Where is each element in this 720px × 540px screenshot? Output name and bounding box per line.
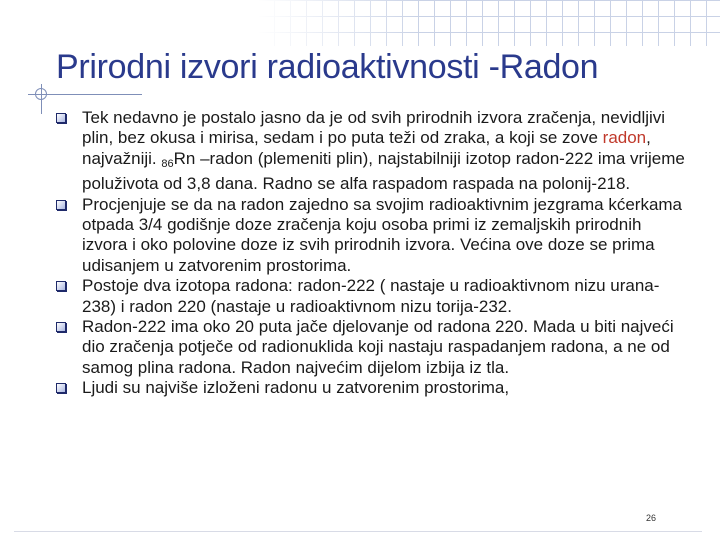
bullet-3-text: Postoje dva izotopa radona: radon-222 ( nastaje u radioaktivnom nizu urana-238) i radon 220 (nastaje u radioaktivnom nizu torija-232. [82, 276, 660, 316]
isotope-number: 86 [161, 157, 174, 170]
bullet-icon [56, 383, 66, 393]
bullet-icon [56, 113, 66, 123]
bullet-item-1 [56, 108, 686, 195]
radon-highlight: radon [602, 128, 647, 148]
bullet-list [56, 108, 686, 399]
bullet-item-2 [56, 195, 686, 277]
bullet-5-text: Ljudi su najviše izloženi radonu u zatvorenim prostorima, [82, 378, 510, 398]
bullet-item-5 [56, 378, 686, 398]
bullet-icon [56, 200, 66, 210]
page-number: 26 [646, 513, 657, 523]
bullet-item-4 [56, 317, 686, 378]
bullet-1-middle: , najvažniji. [82, 128, 651, 168]
slide-title: Prirodni izvori radioaktivnosti -Radon [56, 48, 599, 86]
bullet-1-text: Tek nedavno je postalo jasno da je od svih prirodnih izvora zračenja, nevidljivi plin, bez okusa i mirisa, sedam i po puta teži od zraka, a koji se zove [82, 108, 666, 148]
bullet-item-3 [56, 276, 686, 317]
footer-divider [14, 531, 702, 532]
title-rule-circle [35, 88, 47, 100]
bullet-icon [56, 281, 66, 291]
bullet-icon [56, 322, 66, 332]
bullet-1-after: Rn –radon (plemeniti plin), najstabilniji izotop radon-222 ima vrijeme poluživota od 3,8 dana. Radno se alfa raspadom raspada na polonij-218. [82, 148, 685, 194]
decorative-grid [258, 0, 720, 46]
bullet-4-text: Radon-222 ima oko 20 puta jače djelovanje od radona 220. Mada u biti najveći dio zračenja potječe od radionuklida koji nastaju raspadanjem radona, a ne od samog plina radona. Radon najvećim dijelom izbija iz tla. [82, 317, 674, 377]
bullet-2-text: Procjenjuje se da na radon zajedno sa svojim radioaktivnim jezgrama kćerkama otpada 3/4 godišnje doze zračenja koju osoba primi iz zemaljskih prirodnih izvora i oko polovine doze iz svih prirodnih izvora. Većina ove doze se prima udisanjem u zatvorenim prostorima. [82, 194, 683, 275]
